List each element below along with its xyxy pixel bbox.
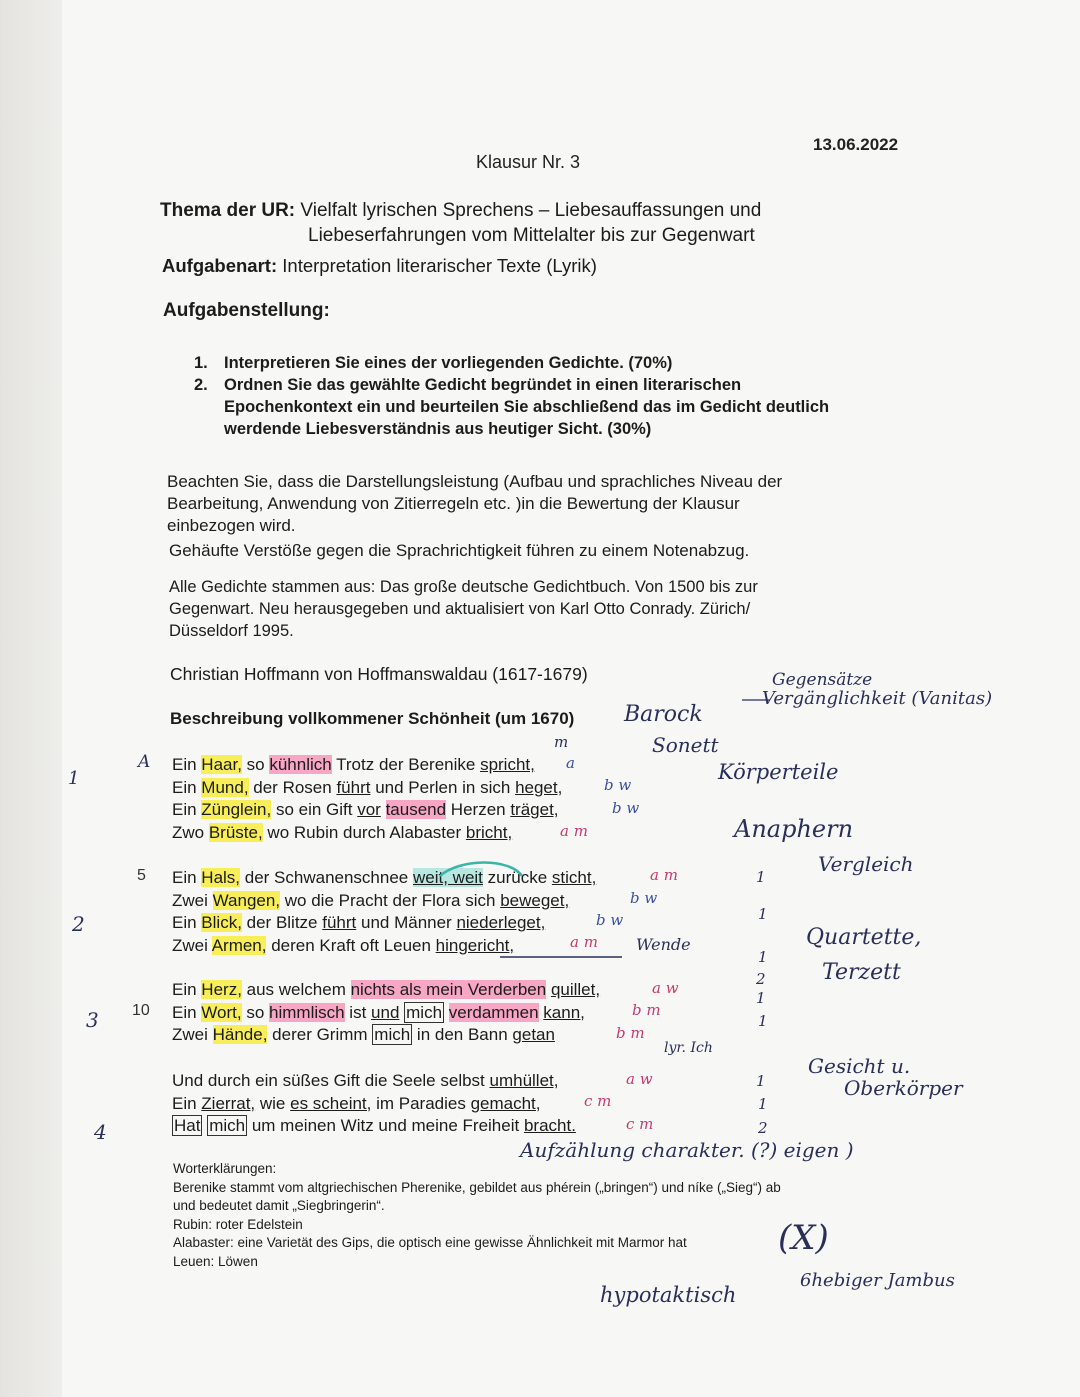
poem-fragment: nichts als mein Verderben xyxy=(350,980,547,999)
poem-fragment: der Rosen xyxy=(248,777,337,797)
source-line: Düsseldorf 1995. xyxy=(169,622,294,640)
margin-number-4: 4 xyxy=(94,1120,107,1144)
topic-label: Thema der UR: xyxy=(160,200,296,221)
poem-fragment: Hände, xyxy=(212,1025,268,1044)
poem-fragment: der Schwanenschnee xyxy=(240,868,413,887)
note-gesicht: Gesicht u. xyxy=(808,1054,911,1078)
poem-fragment: Wangen, xyxy=(212,890,281,910)
poem-fragment: mich xyxy=(209,1116,246,1135)
poem-fragment: Ein xyxy=(172,1002,202,1022)
line-number-5: 5 xyxy=(137,867,146,884)
note-aufzaehlung: Aufzählung charakter. (?) eigen ) xyxy=(520,1138,854,1162)
poem-fragment: Hals, xyxy=(201,868,241,887)
note-quartette: Quartette, xyxy=(806,925,922,950)
note-x-circle: (X) xyxy=(778,1218,829,1258)
poem-fragment: so xyxy=(241,1002,270,1022)
margin-number-1: 1 xyxy=(68,768,80,789)
rhyme-mark: b w xyxy=(604,776,632,794)
task-number: 2. xyxy=(194,376,208,394)
poem-fragment: Ein xyxy=(172,1093,202,1113)
rhyme-mark: a w xyxy=(626,1070,653,1088)
poem-fragment: Ein xyxy=(172,755,202,774)
poem-fragment: verdammen xyxy=(448,1002,539,1022)
poem-fragment: Ein xyxy=(172,913,202,932)
exam-title: Klausur Nr. 3 xyxy=(476,152,581,172)
poem-fragment: Zwei xyxy=(172,935,212,955)
rhyme-mark: c m xyxy=(584,1092,612,1110)
poem-fragment: Und durch ein süßes Gift die Seele selbst xyxy=(172,1071,490,1090)
source-line: Alle Gedichte stammen aus: Das große deutsche Gedichtbuch. Von 1500 bis zur xyxy=(169,578,758,596)
poem-fragment: der Blitze xyxy=(241,913,323,932)
poem-fragment: gemacht, xyxy=(470,1093,541,1113)
poem-fragment: Wort, xyxy=(201,1002,242,1022)
glossary-entry: Alabaster: eine Varietät des Gips, die optisch eine gewisse Ähnlichkeit mit Marmor hat xyxy=(173,1235,687,1250)
poem-fragment: tausend xyxy=(385,800,447,819)
poem-fragment: umhüllet, xyxy=(489,1071,559,1090)
note-sonett: Sonett xyxy=(652,733,719,757)
poem-fragment: Haar, xyxy=(201,755,242,774)
glossary-entry: Berenike stammt vom altgriechischen Pherenike, gebildet aus phérein („bringen“) und níke („Sieg“) ab xyxy=(173,1179,781,1195)
note-vergleich: Vergleich xyxy=(818,852,914,876)
poem-fragment: Zünglein, xyxy=(201,800,272,819)
poem-fragment: sticht, xyxy=(551,868,597,887)
stress-count: 2 xyxy=(756,970,766,988)
poem-fragment: und xyxy=(371,1002,400,1022)
poem-fragment: und Perlen in sich xyxy=(370,777,516,797)
poem-fragment: bricht, xyxy=(465,822,513,842)
poem-fragment: in den Bann xyxy=(412,1025,513,1044)
note-vergaenglichkeit: Vergänglichkeit (Vanitas) xyxy=(762,688,993,709)
poem-fragment: Mund, xyxy=(201,777,249,797)
poem-fragment: Zierrat, xyxy=(201,1093,256,1113)
rhyme-mark: a m xyxy=(560,822,588,840)
poem-fragment: Ein xyxy=(172,777,202,797)
poem-fragment: und Männer xyxy=(356,913,457,932)
task-text: werdende Liebesverständnis aus heutiger Sicht. (30%) xyxy=(224,420,652,438)
glossary-heading: Worterklärungen: xyxy=(173,1161,277,1176)
notice-correctness: Gehäufte Verstöße gegen die Sprachrichtigkeit führen zu einem Notenabzug. xyxy=(169,541,750,560)
poem-fragment: deren Kraft oft Leuen xyxy=(266,935,436,955)
poem-fragment: hingericht, xyxy=(435,935,515,955)
poem-fragment: Zwo xyxy=(172,822,209,842)
notice-line: einbezogen wird. xyxy=(167,516,296,535)
stress-count: 1 xyxy=(758,905,768,923)
poem-fragment: so xyxy=(241,755,270,774)
glossary-entry: Leuen: Löwen xyxy=(173,1253,258,1269)
rhyme-mark: b w xyxy=(596,911,624,929)
poem-fragment: träget, xyxy=(510,800,559,819)
note-barock: Barock xyxy=(624,702,703,727)
note-m: m xyxy=(554,733,569,751)
stress-count: 1 xyxy=(758,1012,768,1030)
note-oberkoerper: Oberkörper xyxy=(844,1076,963,1100)
task-number: 1. xyxy=(194,354,208,372)
poem-fragment: mich xyxy=(406,1002,443,1022)
rhyme-mark: b m xyxy=(616,1024,645,1042)
rhyme-mark: a xyxy=(566,754,575,772)
note-jambus: 6hebiger Jambus xyxy=(800,1270,955,1291)
poem-fragment: niederleget, xyxy=(456,913,546,932)
poem-fragment: vor xyxy=(357,800,381,819)
margin-letter-a: A xyxy=(138,752,151,772)
poem-fragment: führt xyxy=(322,913,357,932)
poem-fragment: ist xyxy=(344,1002,372,1022)
poem-fragment: führt xyxy=(336,777,371,797)
poem-fragment: quillet, xyxy=(550,980,601,999)
poem-fragment: kühnlich xyxy=(269,755,332,774)
poem-fragment: Zwei xyxy=(172,1025,213,1044)
assignment-type-label: Aufgabenart: xyxy=(162,255,278,276)
poem-fragment: beweget, xyxy=(500,890,570,910)
poem-fragment: Trotz der Berenike xyxy=(331,755,481,774)
assignment-type-value: Interpretation literarischer Texte (Lyrik) xyxy=(282,255,597,276)
rhyme-mark: b m xyxy=(632,1001,661,1019)
poem-fragment: aus welchem xyxy=(241,980,351,999)
poem-fragment: Ein xyxy=(172,980,202,999)
note-lyr-ich: lyr. Ich xyxy=(664,1040,713,1056)
note-wende: Wende xyxy=(636,935,691,954)
poem-fragment: wo die Pracht der Flora sich xyxy=(280,890,501,910)
task-text: Epochenkontext ein und beurteilen Sie abschließend das im Gedicht deutlich xyxy=(224,398,830,416)
poem-fragment: wie xyxy=(255,1093,291,1113)
notice-line: Beachten Sie, dass die Darstellungsleistung (Aufbau und sprachliches Niveau der xyxy=(167,472,783,491)
task-text: Interpretieren Sie eines der vorliegenden Gedichte. (70%) xyxy=(224,354,673,372)
poem-fragment: bracht. xyxy=(523,1116,576,1135)
task-text: Ordnen Sie das gewählte Gedicht begründet in einen literarischen xyxy=(224,376,742,394)
poem-title: Beschreibung vollkommener Schönheit (um 1670) xyxy=(170,709,575,728)
stress-count: 2 xyxy=(758,1119,768,1137)
poem-fragment: mich xyxy=(374,1025,411,1044)
rhyme-mark: b w xyxy=(612,799,640,817)
poem-fragment: getan xyxy=(512,1025,555,1044)
poem-fragment: Blick, xyxy=(201,913,242,932)
note-terzett: Terzett xyxy=(822,960,901,985)
note-hypotaktisch: hypotaktisch xyxy=(600,1283,737,1307)
poem-fragment: kann, xyxy=(543,1002,585,1022)
rhyme-mark: a m xyxy=(570,933,598,951)
source-line: Gegenwart. Neu herausgegeben und aktualisiert von Karl Otto Conrady. Zürich/ xyxy=(169,600,751,618)
poem-fragment: Herz, xyxy=(201,980,242,999)
poem-fragment: himmlisch xyxy=(269,1002,345,1022)
topic-line-2: Liebeserfahrungen vom Mittelalter bis zur Gegenwart xyxy=(308,225,755,246)
margin-number-2: 2 xyxy=(72,912,85,936)
line-number-10: 10 xyxy=(132,1002,150,1019)
rhyme-mark: a m xyxy=(650,866,678,884)
stress-count: 1 xyxy=(758,1095,768,1113)
stress-count: 1 xyxy=(756,868,766,886)
poem-fragment: spricht, xyxy=(480,755,535,774)
teal-arc-mark xyxy=(440,863,522,877)
poem-fragment: derer Grimm xyxy=(267,1025,373,1044)
poem-fragment: Herzen xyxy=(446,800,511,819)
exam-date: 13.06.2022 xyxy=(813,135,899,154)
poem-fragment: Armen, xyxy=(211,935,267,955)
margin-number-3: 3 xyxy=(86,1008,99,1032)
rhyme-mark: c m xyxy=(626,1115,654,1133)
poem-fragment: weit, weit xyxy=(412,868,483,887)
poem-fragment: wo Rubin durch Alabaster xyxy=(262,822,466,842)
glossary-entry: und bedeutet damit „Siegbringerin“. xyxy=(173,1198,385,1213)
poem-fragment: im Paradies xyxy=(371,1093,471,1113)
poem-fragment: um meinen Witz und meine Freiheit xyxy=(247,1116,524,1135)
poem-fragment: zurücke xyxy=(482,868,552,887)
poem-fragment: Ein xyxy=(172,800,202,819)
topic-line-1: Vielfalt lyrischen Sprechens – Liebesauffassungen und xyxy=(300,200,762,221)
note-koerperteile: Körperteile xyxy=(718,760,839,784)
poem-fragment: Hat xyxy=(174,1116,201,1135)
stress-count: 1 xyxy=(756,989,766,1007)
poem-fragment: Brüste, xyxy=(208,822,263,842)
notice-line: Bearbeitung, Anwendung von Zitierregeln etc. )in die Bewertung der Klausur xyxy=(167,494,740,513)
stress-count: 1 xyxy=(758,948,768,966)
note-anaphern: Anaphern xyxy=(734,815,854,843)
note-gegensaetze: Gegensätze xyxy=(772,670,873,690)
glossary-entry: Rubin: roter Edelstein xyxy=(173,1216,303,1232)
rhyme-mark: b w xyxy=(630,889,658,907)
tasks-heading: Aufgabenstellung: xyxy=(163,300,330,321)
rhyme-mark: a w xyxy=(652,979,679,997)
stress-count: 1 xyxy=(756,1072,766,1090)
poem-fragment: es scheint, xyxy=(290,1093,372,1113)
poem-fragment: heget, xyxy=(515,777,563,797)
poem-fragment: Zwei xyxy=(172,890,213,910)
poem-fragment: so ein Gift xyxy=(271,800,358,819)
poem-author: Christian Hoffmann von Hoffmanswaldau (1617-1679) xyxy=(170,664,588,684)
poem-fragment: Ein xyxy=(172,868,202,887)
